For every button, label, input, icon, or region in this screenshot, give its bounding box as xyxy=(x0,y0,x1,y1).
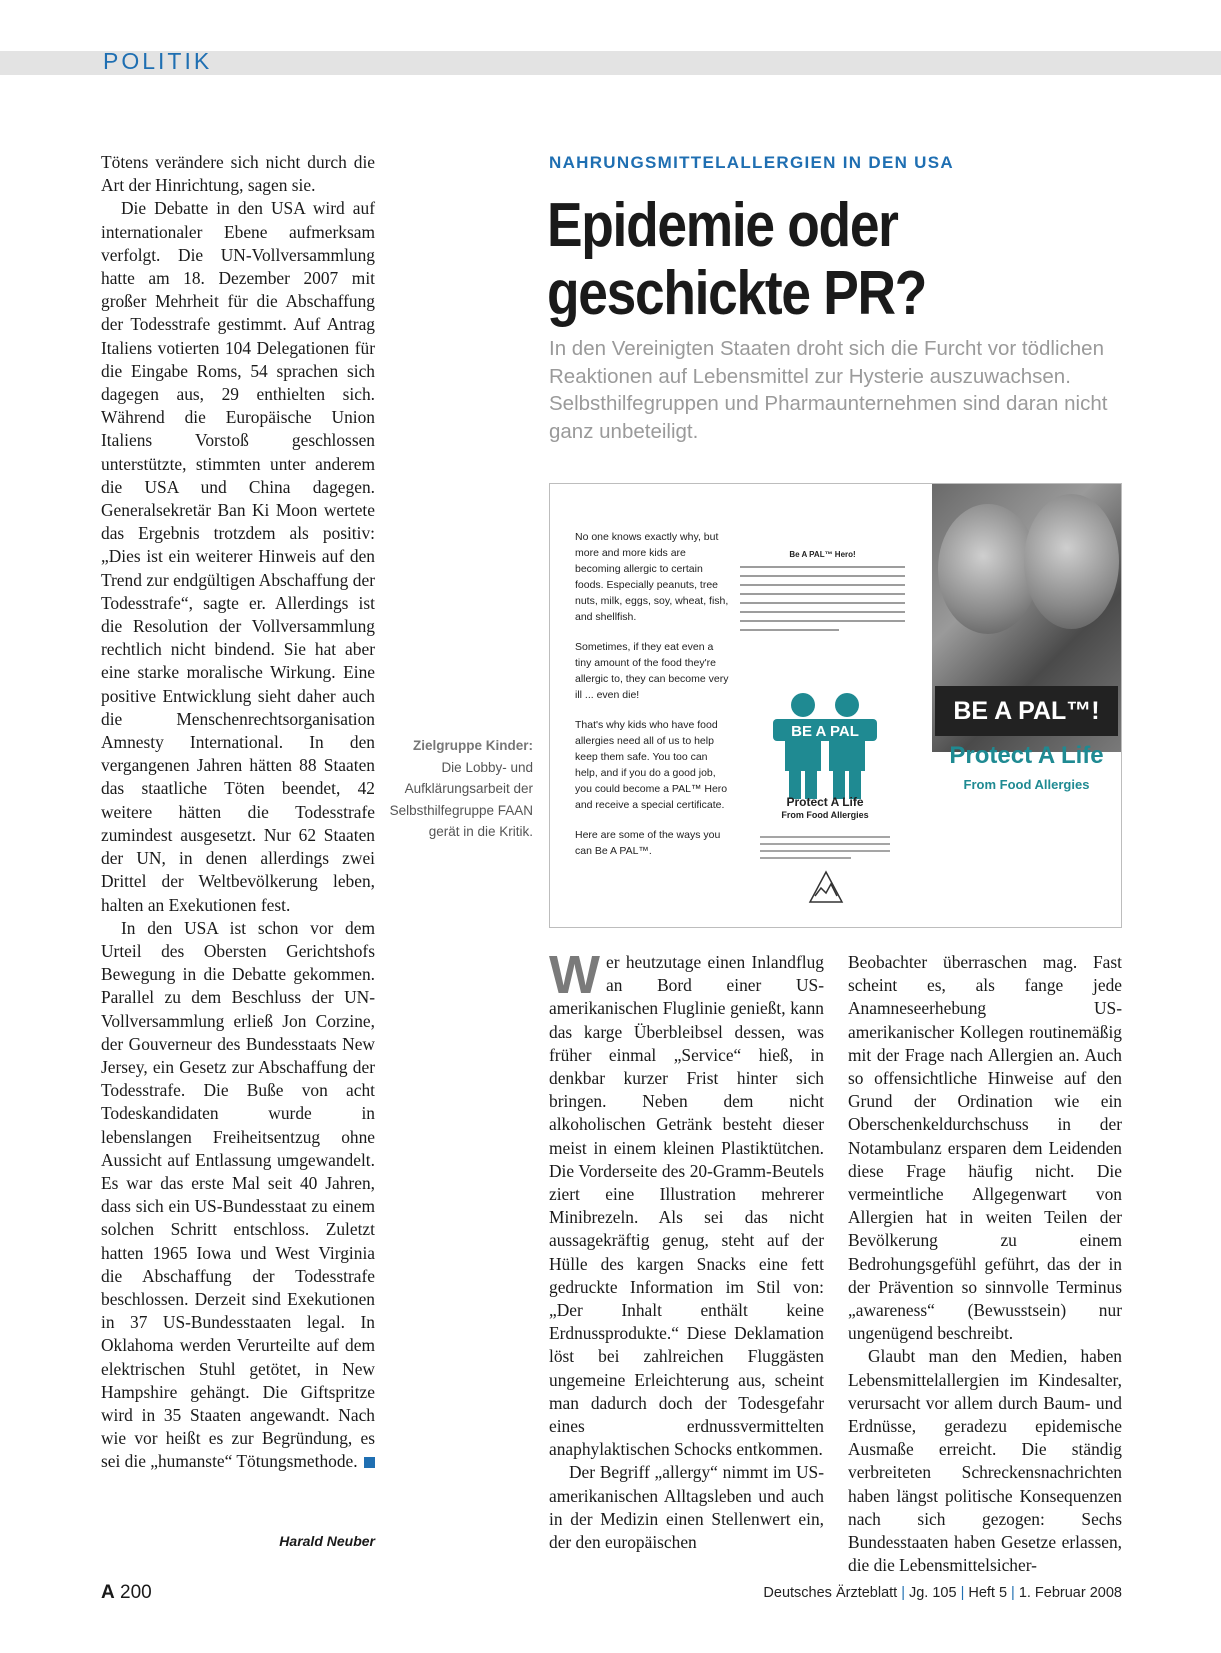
journal-name: Deutsches Ärzteblatt xyxy=(763,1585,898,1601)
drop-cap: W xyxy=(549,945,600,1005)
flyer-hero-title: Be A PAL™ Hero! xyxy=(789,550,856,559)
flyer-paragraph-1: No one knows exactly why, but more and more kids are becoming allergic to certain foods. Especially peanuts, tree nuts, milk, eggs, soy, wheat, fish, and shellfish. xyxy=(575,531,729,623)
page-number-value: 200 xyxy=(120,1582,152,1603)
journal-issue: Heft 5 xyxy=(968,1585,1008,1601)
banner-protect-title: Protect A Life xyxy=(949,742,1104,769)
headline-line-2: geschickte PR? xyxy=(547,259,927,328)
separator: | xyxy=(960,1585,965,1601)
caption-title: Zielgruppe Kinder: xyxy=(412,738,533,753)
left-paragraph-3-text: In den USA ist schon vor dem Urteil des Obersten Gerichtshofs Bewegung in die Debatte gekommen. Parallel zu dem Beschluss der UN-Vollversammlung erließ Jon Corzine, der Gouverneur des Bundesstaats New Jersey, ein Gesetz zur Abschaffung der Todesstrafe. Die Buße von acht Todeskandidaten wurde in lebenslangen Freiheitsentzug ohne Aussicht auf Entlassung umgewandelt. Es war das erste Mal seit 40 Jahren, dass sich ein US-Bundesstaat zu einem solchen Schritt entschloss. Zuletzt hatten 1965 Iowa und West Virginia die Abschaffung der Todesstrafe beschlossen. Derzeit sind Exekutionen in 37 US-Bundesstaaten legal. In Oklahoma werden Verurteilte auf dem elektrischen Stuhl getötet, in New Hampshire gehängt. Die Giftspritze wird in 35 Staaten angewandt. Nach wie vor heißt es zur Begründung, es sei die „humanste“ Tötungsmethode. xyxy=(101,917,375,1472)
flyer-text xyxy=(575,529,730,873)
left-paragraph-3 xyxy=(101,917,375,1474)
middle-column xyxy=(549,945,824,1554)
flyer-paragraph-4: Here are some of the ways you can Be A PAL™. xyxy=(575,829,721,857)
article-lead: In den Vereinigten Staaten droht sich die Furcht vor tödlichen Reaktionen auf Lebensmittel zur Hysterie auszuwachsen. Selbsthilfegruppen und Pharmaunternehmen sind daran nicht ganz unbeteiligt. xyxy=(549,337,1108,443)
pal-protect-text xyxy=(755,796,895,822)
banner-protect-subtitle: From Food Allergies xyxy=(963,777,1090,792)
pal-protect-title: Protect A Life xyxy=(786,795,864,809)
pal-logo-text: BE A PAL xyxy=(791,723,859,740)
flyer-contact-info xyxy=(760,836,890,864)
caption-text: Die Lobby- und Aufklärungsarbeit der Selbsthilfegruppe FAAN gerät in die Kritik. xyxy=(389,759,533,839)
left-column xyxy=(101,151,375,1474)
flyer-paragraph-3: That's why kids who have food allergies need all of us to help keep them safe. You too can help, and if you do a good job, you could become a PAL™ Hero and receive a special certificate. xyxy=(575,719,728,811)
separator: | xyxy=(901,1585,905,1601)
page-prefix: A xyxy=(101,1582,115,1603)
faan-mountain-logo-icon xyxy=(808,870,844,904)
headline-line-1: Epidemie oder xyxy=(547,191,898,260)
article-headline xyxy=(547,192,1029,328)
section-label: POLITIK xyxy=(103,48,213,74)
page-number xyxy=(101,1582,152,1604)
mid-paragraph-2: Der Begriff „allergy“ nimmt im US-amerikanischen Alltagsleben und auch in der Medizin einen Stellenwert ein, der den europäischen xyxy=(549,1462,824,1553)
article-kicker: NAHRUNGSMITTELALLERGIEN IN DEN USA xyxy=(549,153,954,172)
pal-protect-subtitle: From Food Allergies xyxy=(781,810,869,820)
right-paragraph-2: Glaubt man den Medien, haben Lebensmittelallergien im Kindesalter, verursacht vor allem durch Baum- und Erdnüsse, geradezu epidemische Ausmaße erreicht. Die ständig verbreiteten Schreckensnachrichten haben längst politische Konsequenzen nach sich gezogen: Sechs Bundesstaaten haben Gesetze erlassen, die die Lebensmittelsicher- xyxy=(848,1346,1122,1576)
flyer-image xyxy=(549,483,1122,928)
journal-volume: Jg. 105 xyxy=(908,1585,957,1601)
mid-paragraph-1 xyxy=(549,945,824,1461)
publication-date: 1. Februar 2008 xyxy=(1018,1585,1122,1601)
author-name: Harald Neuber xyxy=(279,1533,375,1549)
child-face-right xyxy=(1024,494,1119,629)
flyer-small-print xyxy=(740,566,905,638)
be-a-pal-logo-icon xyxy=(771,691,879,811)
left-paragraph-2: Die Debatte in den USA wird auf internationaler Ebene aufmerksam verfolgt. Die UN-Vollversammlung hatte am 18. Dezember 2007 mit großer Mehrheit für die Abschaffung der Todesstrafe gestimmt. Auf Antrag Italiens votierten 104 Delegationen für die Eingabe Roms, 54 sprachen sich dagegen aus, 29 enthielten sich. Während die Europäische Union Italiens Vorstoß geschlossen unterstützte, stimmten unter anderem die USA und China dagegen. Generalsekretär Ban Ki Moon wertete das Ergebnis trotzdem als positiv: „Dies ist ein weiterer Hinweis auf den Trend zur endgültigen Abschaffung der Todesstrafe“, sagte er. Allerdings ist die Resolution der Vollversammlung rechtlich nicht bindend. Sie hat aber eine starke moralische Wirkung. Eine positive Entwicklung sieht daher auch die Menschenrechtsorganisation Amnesty International. In den vergangenen Jahren hätten 88 Staaten das staatliche Töten beendet, 42 weitere hätten die Todesstrafe zumindest ausgesetzt. Nur 62 Staaten der UN, in denen allerdings zwei Drittel der Weltbevölkerung leben, halten an Exekutionen fest. xyxy=(101,198,375,915)
child-face-left xyxy=(938,504,1038,634)
flyer-paragraph-2: Sometimes, if they eat even a tiny amount of the food they're allergic to, they can become very ill ... even die! xyxy=(575,641,729,701)
separator: | xyxy=(1011,1585,1015,1601)
footer-publication-info xyxy=(763,1585,1122,1601)
end-of-article-square xyxy=(364,1457,375,1468)
right-column xyxy=(848,951,1122,1577)
right-paragraph-1: Beobachter überraschen mag. Fast scheint es, als fange jede Anamneseerhebung US-amerikanischer Kollegen routinemäßig mit der Frage nach Allergien an. Auch so offensichtliche Hinweise auf den Grund der Ordination wie ein Oberschenkeldurchschuss in der Notambulanz ersparen dem Leidenden diese Frage häufig nicht. Die vermeintliche Allgegenwart von Allergien hat in weiten Teilen der Bevölkerung zu einem Bedrohungsgefühl geführt, das der in der Prävention so sinnvolle Terminus „awareness“ (Bewusstsein) nur ungenügend beschreibt. xyxy=(848,952,1122,1344)
left-paragraph-1: Tötens verändere sich nicht durch die Art der Hinrichtung, sagen sie. xyxy=(101,152,375,196)
be-a-pal-banner: BE A PAL™! xyxy=(935,686,1118,736)
mid-paragraph-1-text: er heutzutage einen Inlandflug an Bord einer US-amerikanischen Fluglinie genießt, kann das karge Überbleibsel dessen, was früher einmal „Service“ hieß, in denkbar kurzer Frist hinter sich bringen. Neben dem nicht alkoholischen Getränk besteht dieser meist in einem kleinen Plastiktütchen. Die Vorderseite des 20-Gramm-Beutels ziert eine Illustration mehrerer Minibrezeln. Als sei das nicht aussagekräftig genug, steht auf der Hülle des kargen Snacks eine fett gedruckte Information im Stil von: „Der Inhalt enthält keine Erdnussprodukte.“ Diese Deklamation löst bei zahlreichen Fluggästen ungemeine Erleichterung aus, scheint man dadurch doch der Todesgefahr eines erdnussvermittelten anaphylaktischen Schocks entkommen. xyxy=(549,952,824,1460)
image-caption xyxy=(385,735,533,843)
